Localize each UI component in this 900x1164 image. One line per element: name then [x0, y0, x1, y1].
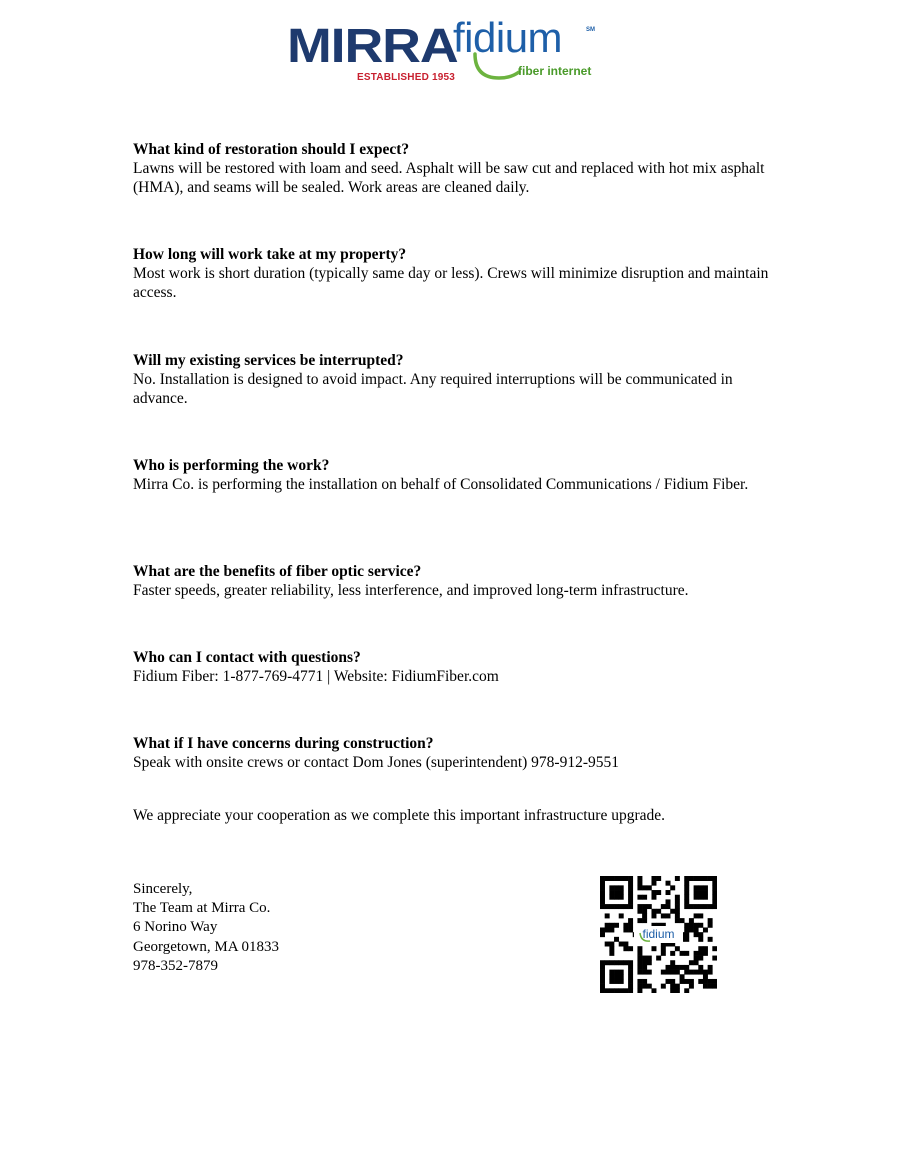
fidium-logo-tagline: fiber internet — [518, 64, 592, 78]
fidium-service-mark: SM — [586, 27, 595, 33]
faq-answer: Fidium Fiber: 1-877-769-4771 | Website: FidiumFiber.com — [133, 668, 499, 685]
faq-question: Who can I contact with questions? — [133, 649, 361, 666]
mirra-logo-tagline: ESTABLISHED 1953 — [357, 72, 456, 83]
faq-item-duration — [133, 245, 773, 302]
signature-city: Georgetown, MA 01833 — [133, 938, 279, 955]
faq-question: What kind of restoration should I expect? — [133, 141, 410, 158]
faq-answer: Speak with onsite crews or contact Dom Jones (superintendent) 978-912-9551 — [133, 754, 619, 771]
faq-question: Will my existing services be interrupted? — [133, 352, 404, 369]
faq-item-services — [133, 351, 773, 408]
qr-code — [600, 876, 717, 993]
faq-question: What if I have concerns during construction? — [133, 735, 434, 752]
faq-item-restoration — [133, 140, 773, 197]
mirra-logo-wordmark: MIRRA — [287, 20, 458, 73]
signature-phone: 978-352-7879 — [133, 957, 218, 974]
faq-answer: Faster speeds, greater reliability, less interference, and improved long-term infrastructure. — [133, 582, 689, 599]
faq-question: What are the benefits of fiber optic service? — [133, 563, 422, 580]
faq-question: Who is performing the work? — [133, 457, 330, 474]
signature-team: The Team at Mirra Co. — [133, 900, 271, 917]
faq-answer: Mirra Co. is performing the installation on behalf of Consolidated Communications / Fidium Fiber. — [133, 476, 749, 493]
fidium-logo-wordmark: fidium — [453, 14, 563, 61]
header-logos — [285, 14, 615, 86]
signature-block — [133, 880, 279, 976]
faq-item-concerns — [133, 734, 773, 772]
faq-item-contact — [133, 648, 773, 686]
faq-answer: No. Installation is designed to avoid impact. Any required interruptions will be communicated in advance. — [133, 371, 733, 407]
closing-statement: We appreciate your cooperation as we complete this important infrastructure upgrade. — [133, 807, 666, 824]
qr-center-label: fidium — [642, 927, 675, 941]
faq-answer: Most work is short duration (typically same day or less). Crews will minimize disruption and maintain access. — [133, 265, 769, 301]
faq-item-benefits — [133, 562, 773, 600]
faq-question: How long will work take at my property? — [133, 246, 407, 263]
faq-item-contractor — [133, 456, 773, 494]
signature-salutation: Sincerely, — [133, 881, 193, 897]
faq-answer: Lawns will be restored with loam and seed. Asphalt will be saw cut and replaced with hot mix asphalt (HMA), and seams will be sealed. Work areas are cleaned daily. — [133, 160, 765, 196]
signature-street: 6 Norino Way — [133, 919, 218, 936]
